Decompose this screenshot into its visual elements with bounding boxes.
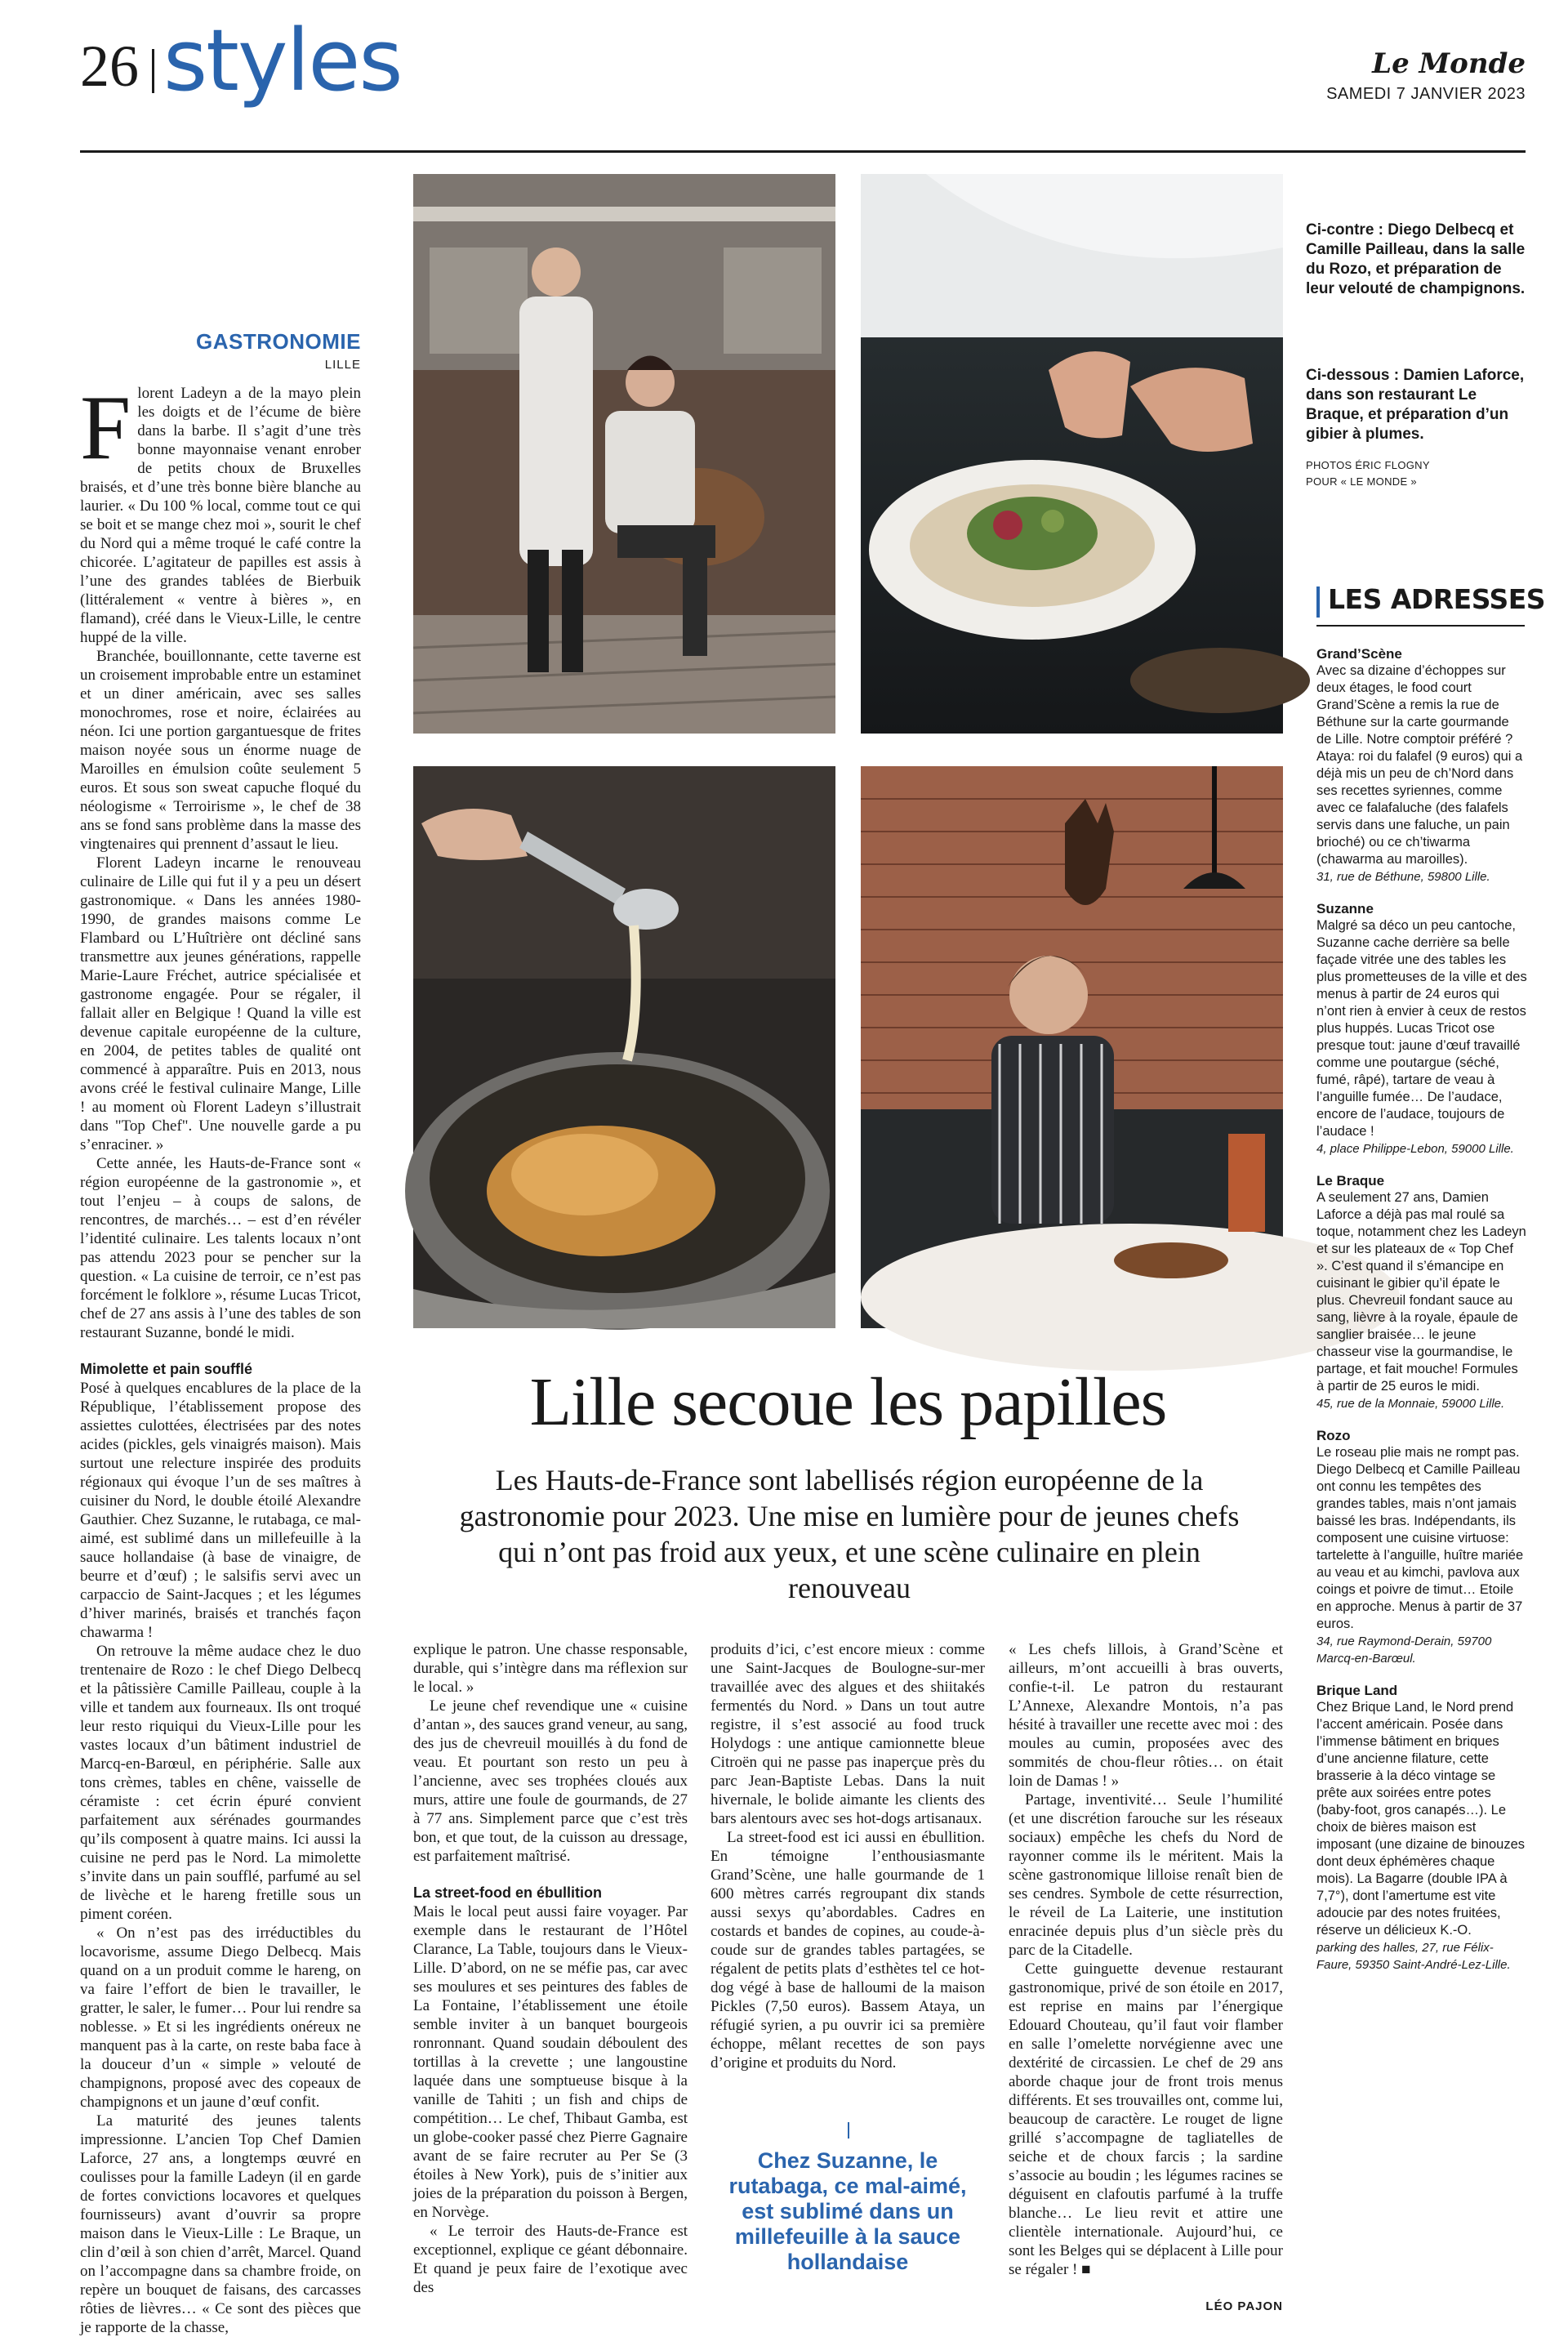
photo-caption-bottom: Ci-dessous : Damien Laforce, dans son restaurant Le Braque, et préparation d’un gibier à plumes. bbox=[1306, 367, 1525, 443]
address-text: Avec sa dizaine d’échoppes sur deux étages, le food court Grand’Scène a remis la rue de Béthune sur la carte gourmande de Lille. Notre comptoir préféré ? Ataya: roi du falafel (9 euros) qui a déjà mis un peu de ch’Nord dans ses recettes syriennes, comme avec ce falafaluche (des falafels servis dans une faluche, un pain brioché) ou ce ch’tiwarma (chawarma au maroilles). bbox=[1316, 663, 1523, 867]
address-item bbox=[1316, 900, 1527, 1157]
subheading: Mimolette et pain soufflé bbox=[80, 1361, 253, 1377]
subheading: La street-food en ébullition bbox=[413, 1884, 603, 1901]
sidebar-rule bbox=[1316, 625, 1525, 627]
photo-caption-top: Ci-contre : Diego Delbecq et Camille Pailleau, dans la salle du Rozo, et préparation de leur velouté de champignons. bbox=[1306, 221, 1526, 297]
address-line: 31, rue de Béthune, 59800 Lille. bbox=[1316, 870, 1490, 884]
address-item bbox=[1316, 645, 1527, 885]
address-name: Brique Land bbox=[1316, 1683, 1398, 1698]
pullquote-rule bbox=[848, 2122, 849, 2139]
address-name: Rozo bbox=[1316, 1428, 1351, 1443]
article-paragraph: On retrouve la même audace chez le duo trentenaire de Rozo : le chef Diego Delbecq et la pâtissière Camille Pailleau, couple à la ville et tandem aux fourneaux. Ils ont troqué leur resto riquiqui du Vieux-Lille pour les vastes locaux d’un bâtiment industriel de Marcq-en-Barœul, en périphérie. Salle aux tons crèmes, tables en chêne, vaisselle de céramiste : cet écrin épuré convient parfaitement aux sérénades gourmandes qu’ils composent à quatre mains. Ici aussi la cuisine ne perd pas le Nord. La mimolette s’invite dans un pain soufflé, parfumé au sel de livèche et le hareng fretille sous un piment coréen. bbox=[80, 1643, 361, 1923]
sidebar-accent-bar bbox=[1316, 586, 1320, 618]
photo-rozo-chefs bbox=[413, 174, 835, 734]
article-paragraph: « Le terroir des Hauts-de-France est exceptionnel, explique ce géant débonnaire. Et quand je peux faire de l’exotique avec des bbox=[413, 2223, 688, 2296]
address-text: Malgré sa déco un peu cantoche, Suzanne cache derrière sa belle façade vitrée une des tables les plus prometteuses de la ville et des menus à partir de 24 euros qui n’ont rien à envier à ceux de restos plus huppés. Lucas Tricot ose presque tout: jaune d’œuf travaillé comme une poutargue (séché, fumé, râpé), tartare de veau à l’anguille fumée… De l’audace, encore de l’audace, toujours de l’audace ! bbox=[1316, 918, 1527, 1139]
header-rule bbox=[80, 150, 1526, 153]
address-text: A seulement 27 ans, Damien Laforce a déjà pas mal roulé sa toque, notamment chez les Ladeyn et sur les plateaux de « Top Chef ». C’est quand il s’émancipe en cuisinant le gibier qu’il épate le plus. Chevreuil fondant sauce au sang, lièvre à la royale, épaule de sanglier braisée… le jeune chasseur vise la gourmandise, le partage, et fait mouche! Formules à partir de 25 euros le midi. bbox=[1316, 1190, 1526, 1394]
article-paragraph: La maturité des jeunes talents impressionne. L’ancien Top Chef Damien Laforce, 27 ans, a longtemps œuvré en coulisses pour la famille Ladeyn (il en garde de fortes convictions locavores et quelques fournisseurs) avant d’ouvrir sa propre maison dans le Vieux-Lille : Le Braque, un clin d’œil à son chien d’arrêt, Marcel. Quand on l’accompagne dans sa chambre froide, on repère un bouquet de faisans, des carcasses rôties de lièvres… « Ce sont des pièces que je rapporte de la chasse, bbox=[80, 2112, 361, 2336]
pullquote: Chez Suzanne, le rutabaga, ce mal-aimé, est sublimé dans un millefeuille à la sauce hollandaise bbox=[728, 2148, 967, 2274]
article-paragraph: Cette guinguette devenue restaurant gastronomique, privé de son étoile en 2017, est reprise en mains par l’énergique Edouard Chouteau, qu’il faut voir flamber en salle l’omelette norvégienne avec une dextérité de circassien. Le chef de 29 ans aborde chaque jour de front trois menus différents. Et ses trouvailles ont, comme lui, beaucoup de caractère. Le rouget de ligne grillé s’accompagne de tagliatelles de seiche et de choux farcis ; la sardine s’associe au boudin ; les légumes racines se déguisent en clafoutis parfumé à la truffe blanche… Le lieu revit et attire une clientèle internationale. Aujourd’hui, ce sont les Belges qui se déplacent à Lille pour se régaler ! ■ bbox=[1009, 1960, 1283, 2278]
address-name: Grand’Scène bbox=[1316, 646, 1402, 662]
byline: LÉO PAJON bbox=[1205, 2299, 1283, 2313]
address-item bbox=[1316, 1682, 1527, 1974]
standfirst: Les Hauts-de-France sont labellisés région européenne de la gastronomie pour 2023. Une mise en lumière pour de jeunes chefs qui n’ont pas froid aux yeux, et une scène culinaire en plein renouveau bbox=[459, 1464, 1240, 1604]
article-paragraph: Florent Ladeyn a de la mayo plein les doigts et de l’écume de bière dans la barbe. Il s’agit d’une très bonne mayonnaise venant enrober de petits choux de Bruxelles braisés, et d’une très bonne bière blanche au laurier. « Du 100 % local, comme tout ce qui se boit et se mange chez moi », sourit le chef du Nord qui a même troqué le café contre la chicorée. L’agitateur de papilles est assis à l’une des grandes tablées de Bierbuik (littéralement « ventre à bières », en flamand), créé dans le Vieux-Lille, le centre huppé de la ville. bbox=[80, 377, 361, 646]
article-paragraph: explique le patron. Une chasse responsable, durable, qui s’intègre dans ma réflexion sur le local. » bbox=[413, 1641, 688, 1696]
article-paragraph: « On n’est pas des irréductibles du locavorisme, assume Diego Delbecq. Mais quand on a un produit comme le hareng, on va faire l’effort de bien le travailler, le gratter, le saler, le fumer… Pour lui rendre sa noblesse. » Et si les ingrédients onéreux ne manquent pas à la carte, on reste baba face à la douceur d’un « simple » velouté de champignons, proposé avec des copeaux de champignons et un jaune d’œuf confit. bbox=[80, 1924, 361, 2111]
article-paragraph: Posé à quelques encablures de la place de la République, l’établissement propose des assiettes culottées, électrisées par des notes acides (pickles, gels vinaigrés maison). Mais surtout une relecture inspirée des produits régionaux qui évoque l’un de ses maîtres à cuisiner du Nord, le double étoilé Alexandre Gauthier. Chez Suzanne, le rutabaga, ce mal-aimé, est sublimé dans un millefeuille à la sauce hollandaise (à base de vinaigre, de beurre et d’œuf) ; le salsifis servi avec un carpaccio de Saint-Jacques ; et les légumes d’hiver marinés, braisés et tranchés façon chawarma ! bbox=[80, 1380, 361, 1641]
article-column-left bbox=[80, 377, 362, 2337]
article-column-3 bbox=[710, 1640, 985, 2072]
publication-logo: Le Monde bbox=[1372, 47, 1526, 80]
address-line: 45, rue de la Monnaie, 59000 Lille. bbox=[1316, 1397, 1505, 1411]
article-paragraph: Branchée, bouillonnante, cette taverne est un croisement improbable entre un estaminet et un diner américain, avec ses salles monochromes, rose et noire, éclairées au néon. Ici une portion gargantuesque de frites maison noyée sous un énorme nuage de Maroilles en émulsion coûte seulement 5 euros. Et sous son sweat capuche floqué du néologisme « Terroirisme », le chef de 38 ans se fond sans problème dans la masse des vingtenaires qui prennent d’assaut le lieu. bbox=[80, 648, 361, 853]
article-paragraph: Partage, inventivité… Seule l’humilité (et une discrétion farouche sur les réseaux sociaux) empêche les chefs du Nord de rayonner comme ils le méritent. Mais la scène gastronomique lilloise renaît bien de ses cendres. Symbole de cette résurrection, le réveil de La Laiterie, une institution enracinée depuis plus d’un siècle près du parc de la Citadelle. bbox=[1009, 1791, 1283, 1959]
article-paragraph: produits d’ici, c’est encore mieux : comme une Saint-Jacques de Boulogne-sur-mer travaillée avec des algues et des shiitakés fermentés du Nord. » Dans un tout autre registre, il s’est associé au food truck Holydogs : une antique camionnette bleue Citroën qui ne passe pas inaperçue près du parc Jean-Baptiste Lebas. Dans la nuit hivernale, le bolide aimante les clients des bars alentours avec ses hot-dogs artisanaux. bbox=[710, 1641, 985, 1827]
article-paragraph: Mais le local peut aussi faire voyager. Par exemple dans le restaurant de l’Hôtel Clarance, La Table, toujours dans le Vieux-Lille. D’abord, on ne se méfie pas, car avec ses moulures et ses peintures des fables de La Fontaine, l’établissement une étoile semble inviter à un banquet bourgeois ronronnant. Quand soudain déboulent des tortillas à la crevette ; une langoustine laquée dans une somptueuse bisque à la vanille de Tahiti ; un fish and chips de compétition… Le chef, Thibaut Gamba, est un globe-cooker passé chez Pierre Gagnaire avant de se faire recruter au Per Se (3 étoiles à New York), puis de s’initier aux joies de la préparation du poisson à Bergen, en Norvège. bbox=[413, 1903, 688, 2221]
headline: Lille secoue les papilles bbox=[529, 1364, 1167, 1440]
photo-veloute-plating bbox=[861, 174, 1283, 734]
address-line: 4, place Philippe-Lebon, 59000 Lille. bbox=[1316, 1142, 1514, 1156]
photo-gibier-pan bbox=[413, 766, 835, 1328]
section-title: styles bbox=[163, 11, 402, 110]
rubric-place: LILLE bbox=[324, 358, 361, 372]
photo-credit-publication: POUR « LE MONDE » bbox=[1306, 475, 1417, 488]
address-item bbox=[1316, 1427, 1527, 1667]
address-text: Le roseau plie mais ne rompt pas. Diego Delbecq et Camille Pailleau ont connu les tempêtes des grandes tables, mais n’ont jamais baissé les bras. Indépendants, ils composent une cuisine virtuose: tartelette à l’anguille, huître mariée au veau et au kimchi, pavlova aux coings et poivre de timut… Etoile en approche. Menus à partir de 37 euros. bbox=[1316, 1445, 1524, 1631]
article-paragraph: « Les chefs lillois, à Grand’Scène et ailleurs, m’ont accueilli à bras ouverts, confie-t-il. Le patron du restaurant L’Annexe, Alexandre Montois, n’a pas hésité à travailler une recette avec moi : des moules au cumin, proposées avec des sommités de chou-fleur rôties… on était loin de Damas ! » bbox=[1009, 1641, 1283, 1790]
article-paragraph: Cette année, les Hauts-de-France sont « région européenne de la gastronomie », et tout l’enjeu – à coups de salons, de rencontres, de marchés… – est d’en révéler l’identité culinaire. Les talents locaux n’ont pas attendu 2023 pour se pencher sur la question. « La cuisine de terroir, ce n’est pas forcément le folklore », résume Lucas Tricot, chef de 27 ans assis à l’une des tables de son restaurant Suzanne, bondé le midi. bbox=[80, 1155, 362, 1341]
sidebar-title: LES ADRESSES bbox=[1328, 583, 1546, 615]
address-item bbox=[1316, 1172, 1527, 1412]
address-text: Chez Brique Land, le Nord prend l’accent américain. Posée dans l’immense bâtiment en briques d’une ancienne filature, cette brasserie à la déco vintage se prête aux soirées entre potes (baby-foot, gros canapés…). Le choix de bières maison est imposant (une dizaine de binouzes dont deux éphémères chaque mois). La Bagarre (double IPA à 7,7°), dont l’amertume est vite adoucie par des notes fruitées, réserve un délicieux K.-O. bbox=[1316, 1700, 1526, 1938]
article-column-4 bbox=[1009, 1640, 1283, 2279]
header-separator bbox=[152, 49, 154, 93]
page-number: 26 bbox=[80, 33, 139, 99]
article-paragraph: Le jeune chef revendique une « cuisine d’antan », des sauces grand veneur, au sang, des jus de chevreuil mouillés à du fond de veau. Et pourtant son resto un peu à l’ancienne, avec ses trophées cloués aux murs, attire une foule de gourmands, de 27 à 77 ans. Simplement parce que c’est très bon, et que tout, de la cuisson au dressage, est parfaitement maîtrisé. bbox=[413, 1697, 688, 1865]
address-name: Le Braque bbox=[1316, 1173, 1385, 1189]
rubric-label: GASTRONOMIE bbox=[196, 329, 361, 354]
address-line: parking des halles, 27, rue Félix-Faure, 59350 Saint-André-Lez-Lille. bbox=[1316, 1941, 1511, 1972]
header-date: SAMEDI 7 JANVIER 2023 bbox=[1326, 85, 1526, 103]
addresses-list bbox=[1316, 645, 1527, 1988]
article-paragraph: Florent Ladeyn incarne le renouveau culinaire de Lille qui fut il y a peu un désert gastronomique. « Dans les années 1980-1990, de grandes maisons comme Le Flambard ou L’Huîtrière ont décliné sans transmettre aux jeunes générations, rappelle Marie-Laure Fréchet, autrice spécialisée et gastronome engagée. Pour se régaler, il fallait aller en Belgique ! Quand la ville est devenue capitale européenne de la culture, en 2004, de petites tables de qualité ont commencé à apparaître. Puis en 2013, nous avons créé le festival culinaire Mange, Lille ! au moment où Florent Ladeyn s’illustrait dans "Top Chef". Une nouvelle garde a pu s’enraciner. » bbox=[80, 854, 361, 1153]
article-column-2 bbox=[413, 1640, 688, 2297]
photo-credit: PHOTOS ÉRIC FLOGNY bbox=[1306, 459, 1430, 471]
article-paragraph: La street-food est ici aussi en ébullition. En témoigne l’enthousiasmante Grand’Scène, une halle gourmande de 1 600 mètres carrés regroupant dix stands aussi sexys qu’abordables. Cadres en costards et bandes de copines, au coude-à-coude sur de grandes tables partagées, se régalent de petits plats d’esthètes tel ce hot-dog végé à base de halloumi de la maison Pickles (7,50 euros). Bassem Ataya, un réfugié syrien, a pu ouvrir ici sa première échoppe, mêlant recettes de son pays d’origine et produits du Nord. bbox=[710, 1829, 985, 2072]
address-line: 34, rue Raymond-Derain, 59700 Marcq-en-Barœul. bbox=[1316, 1635, 1492, 1666]
dropcap: F bbox=[80, 377, 131, 479]
address-name: Suzanne bbox=[1316, 901, 1374, 917]
photo-braque-chef bbox=[861, 766, 1283, 1328]
